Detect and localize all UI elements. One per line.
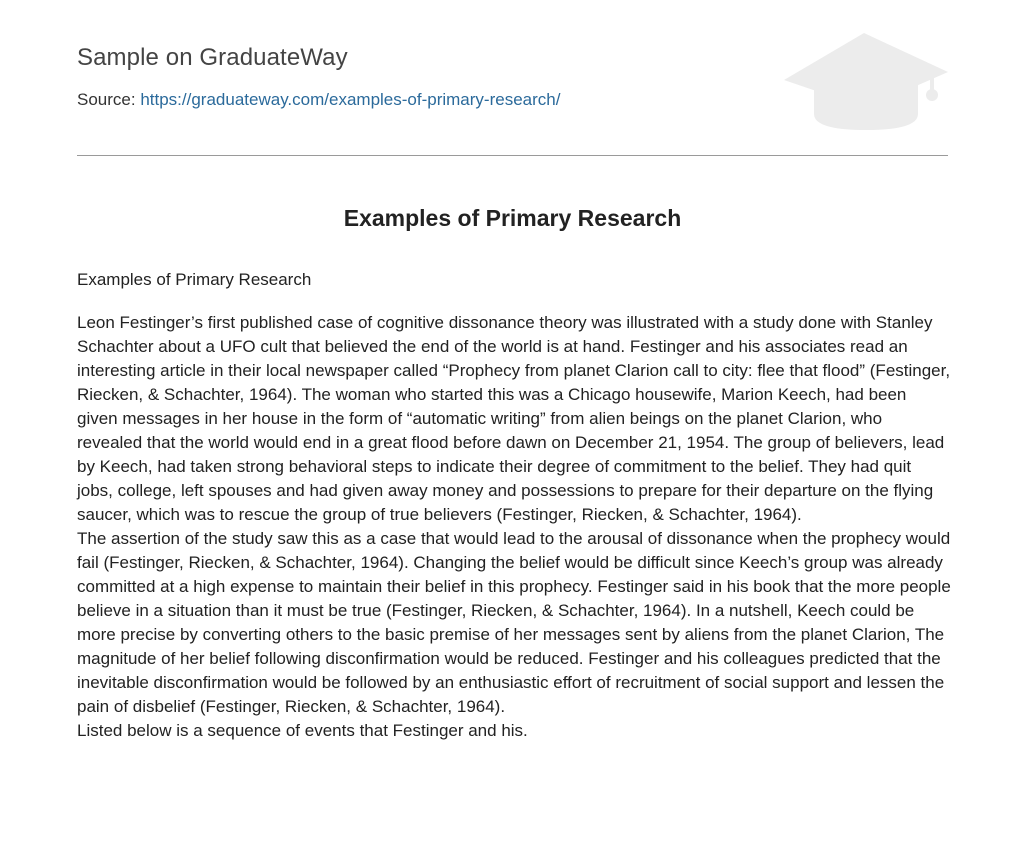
source-line bbox=[77, 90, 560, 110]
paragraph: Listed below is a sequence of events that Festinger and his. bbox=[77, 721, 528, 740]
header bbox=[77, 0, 948, 156]
document-title: Examples of Primary Research bbox=[343, 205, 682, 231]
document-body bbox=[77, 311, 951, 743]
site-title: Sample on GraduateWay bbox=[77, 44, 348, 71]
document-subtitle: Examples of Primary Research bbox=[77, 270, 312, 289]
graduation-cap-icon bbox=[780, 30, 950, 134]
page bbox=[77, 0, 951, 740]
paragraph: The assertion of the study saw this as a case that would lead to the arousal of dissonance when the prophecy would fail (Festinger, Riecken, & Schachter, 1964). Changing the belief would be difficult since Keech’s group was already committed at a high expense to maintain their belief in this prophecy. Festinger said in his book that the more people believe in a situation than it must be true (Festinger, Riecken, & Schachter, 1964). In a nutshell, Keech could be more precise by converting others to the basic premise of her messages sent by aliens from the planet Clarion, The magnitude of her belief following disconfirmation would be reduced. Festinger and his colleagues predicted that the inevitable disconfirmation would be followed by an enthusiastic effort of recruitment of social support and lessen the pain of disbelief (Festinger, Riecken, & Schachter, 1964). bbox=[77, 529, 951, 716]
source-link[interactable]: https://graduateway.com/examples-of-primary-research/ bbox=[140, 90, 561, 109]
paragraph: Leon Festinger’s first published case of cognitive dissonance theory was illustrated with a study done with Stanley Schachter about a UFO cult that believed the end of the world is at hand. Festinger and his associates read an interesting article in their local newspaper called “Prophecy from planet Clarion call to city: flee that flood” (Festinger, Riecken, & Schachter, 1964). The woman who started this was a Chicago housewife, Marion Keech, had been given messages in her house in the form of “automatic writing” from alien beings on the planet Clarion, who revealed that the world would end in a great flood before dawn on December 21, 1954. The group of believers, lead by Keech, had taken strong behavioral steps to indicate their degree of commitment to the belief. They had quit jobs, college, left spouses and had given away money and possessions to prepare for their departure on the flying saucer, which was to rescue the group of true believers (Festinger, Riecken, & Schachter, 1964). bbox=[77, 313, 951, 524]
source-label: Source: bbox=[77, 90, 136, 109]
